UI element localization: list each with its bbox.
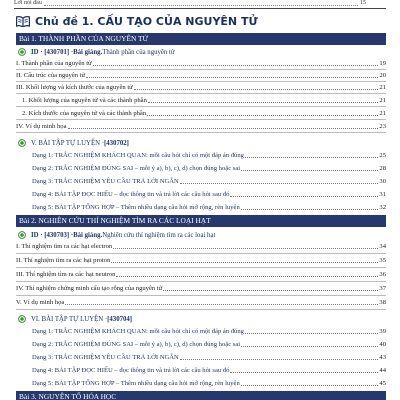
leader-dots xyxy=(241,385,379,386)
exercise-type-entry[interactable] xyxy=(0,365,400,376)
toc-entry-page: 20 xyxy=(379,72,386,79)
lecture-tag: Bài giảng. xyxy=(73,48,103,56)
toc-entry-page: 31 xyxy=(379,191,386,198)
leader-dots xyxy=(230,372,378,373)
toc-entry-label: I. Thành phần của nguyên tử xyxy=(16,60,92,67)
toc-entry[interactable] xyxy=(0,108,400,119)
toc-entry-label: IV. Thí nghiệm chứng minh cấu tạo rỗng của nguyên tử xyxy=(16,285,163,292)
toc-entry[interactable] xyxy=(0,297,400,308)
toc-entry-page: 23 xyxy=(379,123,386,130)
toc-entry-page: 39 xyxy=(379,328,386,335)
toc-entry-label: Dạng 2: TRẮC NGHIỆM ĐÚNG SAI – mỗi ý a), b), c), d) chọn đúng hoặc sai xyxy=(32,341,241,348)
toc-entry-page: 40 xyxy=(379,341,386,348)
leader-dots xyxy=(241,170,378,171)
leader-dots xyxy=(147,115,378,116)
divider xyxy=(16,132,386,133)
toc-entry[interactable] xyxy=(0,58,400,69)
divider xyxy=(16,281,386,282)
toc-entry-label: IV. Ví dụ minh họa xyxy=(16,123,67,130)
practice-section[interactable] xyxy=(18,137,129,149)
toc-entry-label: III. Thí nghiệm tìm ra các hạt neutron xyxy=(16,271,116,278)
circle-bullet-icon xyxy=(18,48,26,56)
leader-dots xyxy=(163,290,378,291)
divider xyxy=(16,93,386,94)
leader-dots xyxy=(65,304,378,305)
toc-entry-page: 44 xyxy=(379,367,386,374)
exercise-type-entry[interactable] xyxy=(0,352,400,363)
toc-entry[interactable] xyxy=(0,121,400,132)
practice-section[interactable] xyxy=(18,313,132,325)
toc-entry-label: Dạng 5: BÀI TẬP TỔNG HỢP – Thêm nhiều dạng câu hỏi mở rộng, rèn luyện xyxy=(32,380,240,387)
toc-entry-label: III. Khối lượng và kích thước của nguyên tử xyxy=(16,84,133,91)
toc-entry-label: Dạng 3: TRẮC NGHIỆM YÊU CẦU TRẢ LỜI NGẮN xyxy=(32,178,179,185)
lecture-id: ID · [430703] · xyxy=(31,231,74,239)
leader-dots xyxy=(245,333,378,334)
exercise-type-entry[interactable] xyxy=(0,339,400,350)
toc-entry[interactable] xyxy=(0,283,400,294)
toc-entry-label: Dạng 4: BÀI TẬP ĐỌC HIỂU – đọc thông tin và trả lời các câu hỏi sau đó xyxy=(32,191,230,198)
exercise-type-entry[interactable] xyxy=(0,150,400,161)
lecture-title: Nghiên cứu thí nghiệm tìm ra các loại hạt xyxy=(102,231,216,239)
leader-dots xyxy=(68,128,379,129)
divider xyxy=(16,106,386,107)
toc-entry-label: Dạng 4: BÀI TẬP ĐỌC HIỂU – đọc thông tin và trả lời các câu hỏi sau đó xyxy=(32,367,230,374)
lecture-tag: Bài giảng. xyxy=(73,231,103,239)
lecture-id: ID · [430701] · xyxy=(31,48,74,56)
toc-entry-label: Lời nói đầu xyxy=(14,0,42,6)
toc-entry-page: 21 xyxy=(379,97,386,104)
leader-dots xyxy=(113,248,378,249)
leader-dots xyxy=(44,0,358,6)
toc-entry-label: V. Ví dụ minh họa xyxy=(16,299,65,306)
exercise-type-entry[interactable] xyxy=(0,189,400,200)
toc-entry[interactable] xyxy=(0,255,400,266)
toc-entry-page: 32 xyxy=(379,204,386,211)
toc-entry-page: 21 xyxy=(379,110,386,117)
toc-entry-preface[interactable] xyxy=(14,0,366,8)
toc-entry-page: 43 xyxy=(379,354,386,361)
practice-id: [430702] xyxy=(104,139,129,147)
toc-entry-page: 28 xyxy=(379,165,386,172)
exercise-type-entry[interactable] xyxy=(0,176,400,187)
toc-entry-label: Dạng 1: TRẮC NGHIỆM KHÁCH QUAN: mỗi câu hỏi chỉ có một đáp án đúng xyxy=(32,152,244,159)
toc-entry-page: 36 xyxy=(379,271,386,278)
topic-heading xyxy=(16,13,258,29)
divider xyxy=(16,309,386,310)
leader-dots xyxy=(134,89,379,90)
toc-entry[interactable] xyxy=(0,70,400,81)
exercise-type-entry[interactable] xyxy=(0,378,400,389)
lesson-heading-3[interactable]: Bài 3. NGUYÊN TỐ HÓA HỌC xyxy=(16,391,386,400)
circle-bullet-icon xyxy=(18,139,26,147)
toc-entry-label: 1. Khối lượng của nguyên tử và các thành phần xyxy=(22,97,147,104)
lecture-title: Thành phần của nguyên tử xyxy=(102,48,175,56)
lecture-id-row[interactable] xyxy=(18,46,175,58)
practice-id: [430704] xyxy=(107,315,133,323)
exercise-type-entry[interactable] xyxy=(0,326,400,337)
toc-entry-label: Dạng 1: TRẮC NGHIỆM KHÁCH QUAN: mỗi câu hỏi chỉ có một đáp án đúng xyxy=(32,328,244,335)
toc-entry-page: 45 xyxy=(379,380,386,387)
leader-dots xyxy=(180,359,379,360)
leader-dots xyxy=(111,262,378,263)
divider xyxy=(16,119,386,120)
toc-entry-label: II. Thí nghiệm tìm ra các hạt proton xyxy=(16,257,111,264)
lecture-id-row[interactable] xyxy=(18,229,215,241)
toc-entry-label: Dạng 3: TRẮC NGHIỆM YÊU CẦU TRẢ LỜI NGẮN xyxy=(32,354,179,361)
divider xyxy=(16,267,386,268)
open-book-icon xyxy=(16,16,30,27)
leader-dots xyxy=(245,157,378,158)
toc-entry-page: 35 xyxy=(379,257,386,264)
toc-entry[interactable] xyxy=(0,241,400,252)
toc-entry-page: 15 xyxy=(360,0,366,6)
leader-dots xyxy=(93,65,379,66)
circle-bullet-icon xyxy=(18,315,26,323)
lesson-heading-1[interactable]: Bài 1. THÀNH PHẦN CỦA NGUYÊN TỬ xyxy=(16,33,386,45)
lesson-heading-2[interactable]: Bài 2. NGHIÊN CỨU THÍ NGHIỆM TÌM RA CÁC LOẠI HẠT xyxy=(16,215,386,227)
toc-entry-label: 2. Kích thước của nguyên tử và các thành phần xyxy=(22,110,147,117)
practice-title: V. BÀI TẬP TỰ LUYỆN · xyxy=(31,139,104,147)
toc-entry-page: 38 xyxy=(379,299,386,306)
toc-entry-label: I. Thí nghiệm tìm ra các hạt electron xyxy=(16,243,113,250)
leader-dots xyxy=(116,276,378,277)
leader-dots xyxy=(180,183,379,184)
toc-entry-label: II. Cấu trúc của nguyên tử xyxy=(16,72,86,79)
circle-bullet-icon xyxy=(18,231,26,239)
topic-title: Chủ đề 1. CẤU TẠO CỦA NGUYÊN TỬ xyxy=(35,14,258,28)
toc-entry-page: 25 xyxy=(379,152,386,159)
divider xyxy=(14,8,386,9)
leader-dots xyxy=(230,196,378,197)
leader-dots xyxy=(86,77,378,78)
leader-dots xyxy=(148,102,379,103)
leader-dots xyxy=(241,209,379,210)
toc-entry[interactable] xyxy=(0,95,400,106)
toc-entry-page: 19 xyxy=(379,60,386,67)
exercise-type-entry[interactable] xyxy=(0,163,400,174)
practice-title: VI. BÀI TẬP TỰ LUYỆN · xyxy=(31,315,108,323)
toc-entry-page: 30 xyxy=(379,178,386,185)
exercise-type-entry[interactable] xyxy=(0,202,400,213)
toc-entry-label: Dạng 5: BÀI TẬP TỔNG HỢP – Thêm nhiều dạng câu hỏi mở rộng, rèn luyện xyxy=(32,204,240,211)
toc-entry-page: 37 xyxy=(379,285,386,292)
toc-entry[interactable] xyxy=(0,269,400,280)
toc-entry-page: 34 xyxy=(379,243,386,250)
leader-dots xyxy=(241,346,378,347)
toc-entry-label: Dạng 2: TRẮC NGHIỆM ĐÚNG SAI – mỗi ý a), b), c), d) chọn đúng hoặc sai xyxy=(32,165,241,172)
divider xyxy=(16,253,386,254)
toc-entry-page: 21 xyxy=(379,84,386,91)
toc-entry[interactable] xyxy=(0,82,400,93)
divider xyxy=(16,295,386,296)
